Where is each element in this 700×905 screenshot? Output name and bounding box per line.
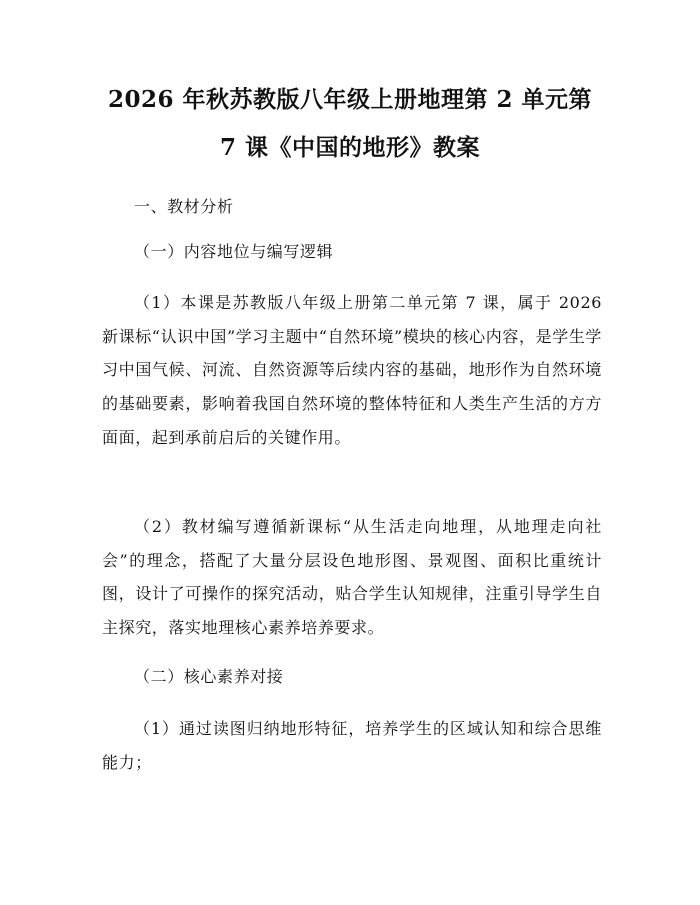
paragraph-core-literacy-1: （1）通过读图归纳地形特征，培养学生的区域认知和综合思维能力； bbox=[102, 719, 602, 772]
document-title-line-1: 2026 年秋苏教版八年级上册地理第 2 单元第 bbox=[107, 86, 593, 113]
section-heading-teaching-material-analysis: 一、教材分析 bbox=[134, 197, 234, 216]
document-title-line-2: 7 课《中国的地形》教案 bbox=[219, 134, 480, 161]
subsection-heading-content-position: （一）内容地位与编写逻辑 bbox=[134, 242, 334, 261]
paragraph-content-position: （1）本课是苏教版八年级上册第二单元第 7 课，属于 2026 新课标“认识中国”学习主题中“自然环境”模块的核心内容，是学生学习中国气候、河流、自然资源等后续内容的基础，地形作为自然环境的基础要素，影响着我国自然环境的整体特征和人类生产生活的方方面面，起到承前启后的关键作用。 bbox=[102, 293, 602, 447]
paragraph-textbook-design: （2）教材编写遵循新课标“从生活走向地理，从地理走向社会”的理念，搭配了大量分层设色地形图、景观图、面积比重统计图，设计了可操作的探究活动，贴合学生认知规律，注重引导学生自主探究，落实地理核心素养培养要求。 bbox=[102, 517, 602, 638]
subsection-heading-core-literacy: （二）核心素养对接 bbox=[134, 667, 284, 686]
